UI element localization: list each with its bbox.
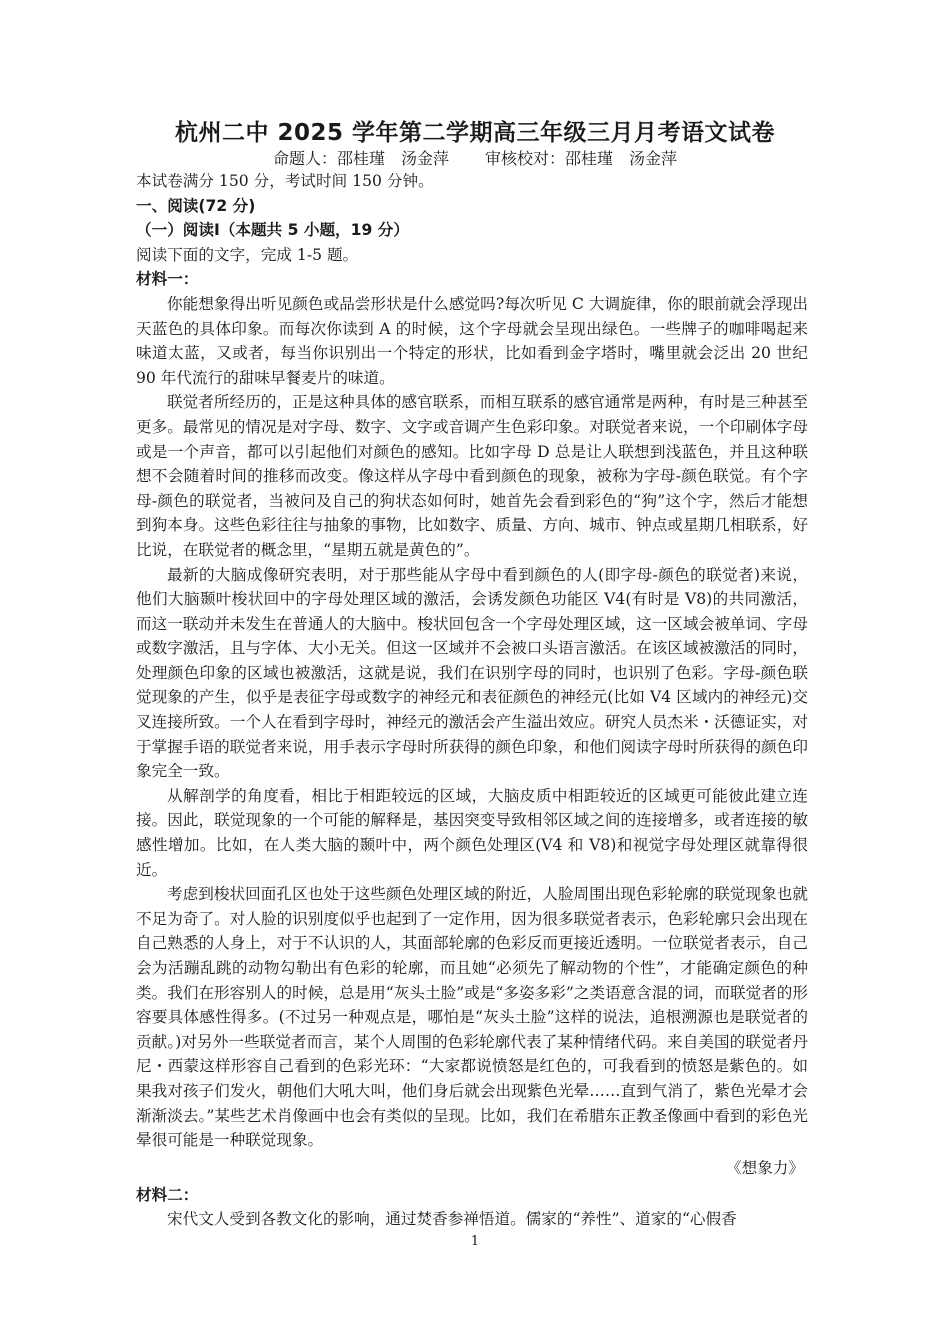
material-one-paragraph: 最新的大脑成像研究表明，对于那些能从字母中看到颜色的人(即字母-颜色的联觉者)来说，他们大脑颞叶梭状回中的字母处理区域的激活，会诱发颜色功能区 V4(有时是 V8)的共同激活，而这一联动并未发生在普通人的大脑中。梭状回包含一个字母处理区域，这一区域会被单词、字母或数字激活，且与字体、大小无关。但这一区域并不会被口头语言激活。在该区域被激活的同时，处理颜色印象的区域也被激活，这就是说，我们在识别字母的同时，也识别了色彩。字母-颜色联觉现象的产生，似乎是表征字母或数字的神经元和表征颜色的神经元(比如 V4 区域内的神经元)交叉连接所致。一个人在看到字母时，神经元的激活会产生溢出效应。研究人员杰米・沃德证实，对于掌握手语的联觉者来说，用手表示字母时所获得的颜色印象，和他们阅读字母时所获得的颜色印象完全一致。	[136, 565, 808, 781]
material-one-paragraph: 联觉者所经历的，正是这种具体的感官联系，而相互联系的感官通常是两种，有时是三种甚至更多。最常见的情况是对字母、数字、文字或音调产生色彩印象。对联觉者来说，一个印刷体字母或是一个声音，都可以引起他们对颜色的感知。比如字母 D 总是让人联想到浅蓝色，并且这种联想不会随着时间的推移而改变。像这样从字母中看到颜色的现象，被称为字母-颜色联觉。有个字母-颜色的联觉者，当被问及自己的狗状态如何时，她首先会看到彩色的“狗”这个字，然后才能想到狗本身。这些色彩往往与抽象的事物，比如数字、质量、方向、城市、钟点或星期几相联系，好比说，在联觉者的概念里，“星期五就是黄色的”。	[136, 393, 808, 559]
material-one-label: 材料一：	[136, 270, 199, 289]
exam-content	[136, 169, 808, 1232]
section-heading: 一、阅读(72 分)	[136, 196, 256, 215]
material-one-paragraph: 考虑到梭状回面孔区也处于这些颜色处理区域的附近，人脸周围出现色彩轮廓的联觉现象也就不足为奇了。对人脸的识别度似乎也起到了一定作用，因为很多联觉者表示，色彩轮廓只会出现在自己熟悉的人身上，对于不认识的人，其面部轮廓的色彩反而更接近透明。一位联觉者表示，自己会为活蹦乱跳的动物勾勒出有色彩的轮廓，而且她“必须先了解动物的个性”，才能确定颜色的种类。我们在形容别人的时候，总是用“灰头土脸”或是“多姿多彩”之类语意含混的词，而联觉者的形容要具体感性得多。(不过另一种观点是，哪怕是“灰头土脸”这样的说法，追根溯源也是联觉者的贡献。)对另外一些联觉者而言，某个人周围的色彩轮廓代表了某种情绪代码。来自美国的联觉者丹尼・西蒙这样形容自己看到的色彩光环：“大家都说愤怒是红色的，可我看到的愤怒是紫色的。如果我对孩子们发火，朝他们大吼大叫，他们身后就会出现紫色光晕……直到气消了，紫色光晕才会渐渐淡去。”某些艺术肖像画中也会有类似的呈现。比如，我们在希腊东正教圣像画中看到的彩色光晕很可能是一种联觉现象。	[136, 885, 808, 1150]
page-number: 1	[470, 1234, 480, 1249]
material-two-paragraph: 宋代文人受到各教文化的影响，通过焚香参禅悟道。儒家的“养性”、道家的“心假香	[167, 1210, 737, 1229]
material-two-label: 材料二：	[136, 1185, 199, 1204]
material-one-source: 《想象力》	[726, 1158, 804, 1177]
exam-title: 杭州二中 2025 学年第二学期高三年级三月月考语文试卷	[174, 120, 776, 146]
material-one-paragraph: 从解剖学的角度看，相比于相距较远的区域，大脑皮质中相距较近的区域更可能彼此建立连接。因此，联觉现象的一个可能的解释是，基因突变导致相邻区域之间的连接增多，或者连接的敏感性增加。比如，在人类大脑的颞叶中，两个颜色处理区(V4 和 V8)和视觉字母处理区就靠得很近。	[136, 786, 808, 879]
author-line	[0, 146, 950, 169]
subsection-heading: （一）阅读Ⅰ（本题共 5 小题，19 分）	[136, 221, 409, 240]
reading-instruction: 阅读下面的文字，完成 1-5 题。	[136, 245, 359, 264]
material-one-paragraph: 你能想象得出听见颜色或品尝形状是什么感觉吗?每次听见 C 大调旋律，你的眼前就会浮现出天蓝色的具体印象。而每次你读到 A 的时候，这个字母就会呈现出绿色。一些牌子的咖啡喝起来味道太蓝，又或者，每当你识别出一个特定的形状，比如看到金字塔时，嘴里就会泛出 20 世纪 90 年代流行的甜味早餐麦片的味道。	[136, 294, 808, 387]
reviewer-label: 审核校对：邵桂瑾 汤金萍	[485, 149, 678, 168]
exam-info: 本试卷满分 150 分，考试时间 150 分钟。	[136, 172, 434, 190]
setter-label: 命题人：邵桂瑾 汤金萍	[272, 149, 449, 168]
